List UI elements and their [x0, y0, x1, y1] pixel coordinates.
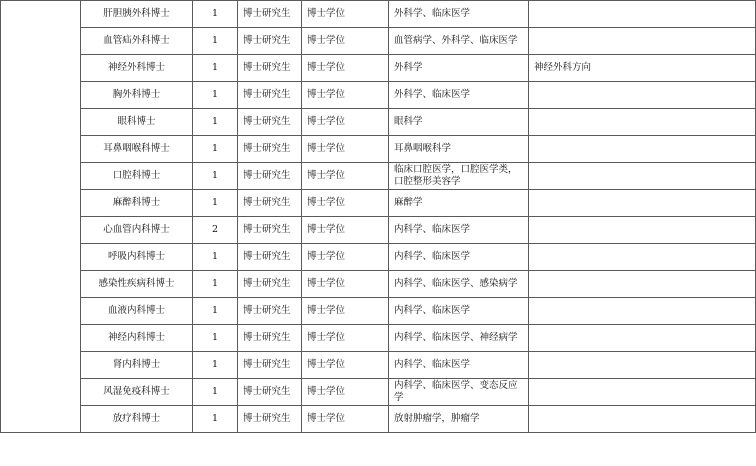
headcount-cell: 1: [193, 352, 238, 379]
position-cell: 神经外科博士: [81, 55, 193, 82]
headcount-cell: 1: [193, 28, 238, 55]
major-cell: 外科学: [389, 55, 529, 82]
note-cell: [529, 406, 756, 433]
degree-cell: 博士学位: [302, 55, 389, 82]
education-cell: 博士研究生: [238, 244, 302, 271]
position-cell: 呼吸内科博士: [81, 244, 193, 271]
table-row: [1, 28, 756, 55]
position-cell: 放疗科博士: [81, 406, 193, 433]
major-cell: 内科学、临床医学、感染病学: [389, 271, 529, 298]
department-cell: [1, 1, 81, 433]
position-cell: 肝胆胰外科博士: [81, 1, 193, 28]
note-cell: [529, 109, 756, 136]
table-row: [1, 55, 756, 82]
note-cell: [529, 379, 756, 406]
position-cell: 风湿免疫科博士: [81, 379, 193, 406]
major-cell: 麻醉学: [389, 190, 529, 217]
degree-cell: 博士学位: [302, 271, 389, 298]
major-cell: 血管病学、外科学、临床医学: [389, 28, 529, 55]
table-row: [1, 406, 756, 433]
degree-cell: 博士学位: [302, 109, 389, 136]
note-cell: [529, 82, 756, 109]
degree-cell: 博士学位: [302, 298, 389, 325]
major-cell: 内科学、临床医学: [389, 298, 529, 325]
education-cell: 博士研究生: [238, 298, 302, 325]
major-cell: 内科学、临床医学: [389, 217, 529, 244]
education-cell: 博士研究生: [238, 379, 302, 406]
table-row: [1, 136, 756, 163]
major-cell: 眼科学: [389, 109, 529, 136]
headcount-cell: 2: [193, 217, 238, 244]
education-cell: 博士研究生: [238, 217, 302, 244]
note-cell: [529, 190, 756, 217]
education-cell: 博士研究生: [238, 55, 302, 82]
position-cell: 心血管内科博士: [81, 217, 193, 244]
table-row: [1, 82, 756, 109]
note-cell: [529, 136, 756, 163]
degree-cell: 博士学位: [302, 163, 389, 190]
education-cell: 博士研究生: [238, 109, 302, 136]
major-cell: 临床口腔医学，口腔医学类，口腔整形美容学: [389, 163, 529, 190]
note-cell: [529, 325, 756, 352]
education-cell: 博士研究生: [238, 352, 302, 379]
headcount-cell: 1: [193, 82, 238, 109]
education-cell: 博士研究生: [238, 325, 302, 352]
table-row: [1, 352, 756, 379]
table-body: [1, 1, 756, 433]
headcount-cell: 1: [193, 1, 238, 28]
degree-cell: 博士学位: [302, 28, 389, 55]
headcount-cell: 1: [193, 55, 238, 82]
position-cell: 神经内科博士: [81, 325, 193, 352]
position-cell: 胸外科博士: [81, 82, 193, 109]
headcount-cell: 1: [193, 136, 238, 163]
table-row: [1, 190, 756, 217]
note-cell: [529, 352, 756, 379]
major-cell: 外科学、临床医学: [389, 1, 529, 28]
degree-cell: 博士学位: [302, 244, 389, 271]
note-cell: [529, 1, 756, 28]
position-cell: 口腔科博士: [81, 163, 193, 190]
degree-cell: 博士学位: [302, 136, 389, 163]
note-cell: 神经外科方向: [529, 55, 756, 82]
headcount-cell: 1: [193, 190, 238, 217]
position-cell: 麻醉科博士: [81, 190, 193, 217]
education-cell: 博士研究生: [238, 271, 302, 298]
table-row: [1, 109, 756, 136]
headcount-cell: 1: [193, 379, 238, 406]
major-cell: 内科学、临床医学、变态反应学: [389, 379, 529, 406]
note-cell: [529, 271, 756, 298]
headcount-cell: 1: [193, 244, 238, 271]
major-cell: 内科学、临床医学: [389, 352, 529, 379]
education-cell: 博士研究生: [238, 28, 302, 55]
note-cell: [529, 244, 756, 271]
position-cell: 肾内科博士: [81, 352, 193, 379]
headcount-cell: 1: [193, 271, 238, 298]
table-row: [1, 244, 756, 271]
headcount-cell: 1: [193, 163, 238, 190]
position-cell: 感染性疾病科博士: [81, 271, 193, 298]
education-cell: 博士研究生: [238, 190, 302, 217]
headcount-cell: 1: [193, 325, 238, 352]
degree-cell: 博士学位: [302, 379, 389, 406]
table-row: [1, 298, 756, 325]
degree-cell: 博士学位: [302, 1, 389, 28]
headcount-cell: 1: [193, 406, 238, 433]
education-cell: 博士研究生: [238, 1, 302, 28]
note-cell: [529, 217, 756, 244]
major-cell: 放射肿瘤学，肿瘤学: [389, 406, 529, 433]
table-row: [1, 1, 756, 28]
table-row: [1, 217, 756, 244]
education-cell: 博士研究生: [238, 163, 302, 190]
major-cell: 耳鼻咽喉科学: [389, 136, 529, 163]
major-cell: 内科学、临床医学、神经病学: [389, 325, 529, 352]
position-cell: 耳鼻咽喉科博士: [81, 136, 193, 163]
note-cell: [529, 28, 756, 55]
headcount-cell: 1: [193, 298, 238, 325]
note-cell: [529, 163, 756, 190]
education-cell: 博士研究生: [238, 82, 302, 109]
degree-cell: 博士学位: [302, 190, 389, 217]
major-cell: 内科学、临床医学: [389, 244, 529, 271]
education-cell: 博士研究生: [238, 136, 302, 163]
major-cell: 外科学、临床医学: [389, 82, 529, 109]
education-cell: 博士研究生: [238, 406, 302, 433]
position-cell: 血液内科博士: [81, 298, 193, 325]
degree-cell: 博士学位: [302, 352, 389, 379]
degree-cell: 博士学位: [302, 217, 389, 244]
headcount-cell: 1: [193, 109, 238, 136]
position-cell: 血管疝外科博士: [81, 28, 193, 55]
table-row: [1, 325, 756, 352]
table-row: [1, 379, 756, 406]
note-cell: [529, 298, 756, 325]
degree-cell: 博士学位: [302, 82, 389, 109]
position-cell: 眼科博士: [81, 109, 193, 136]
table-row: [1, 163, 756, 190]
degree-cell: 博士学位: [302, 325, 389, 352]
degree-cell: 博士学位: [302, 406, 389, 433]
table-row: [1, 271, 756, 298]
